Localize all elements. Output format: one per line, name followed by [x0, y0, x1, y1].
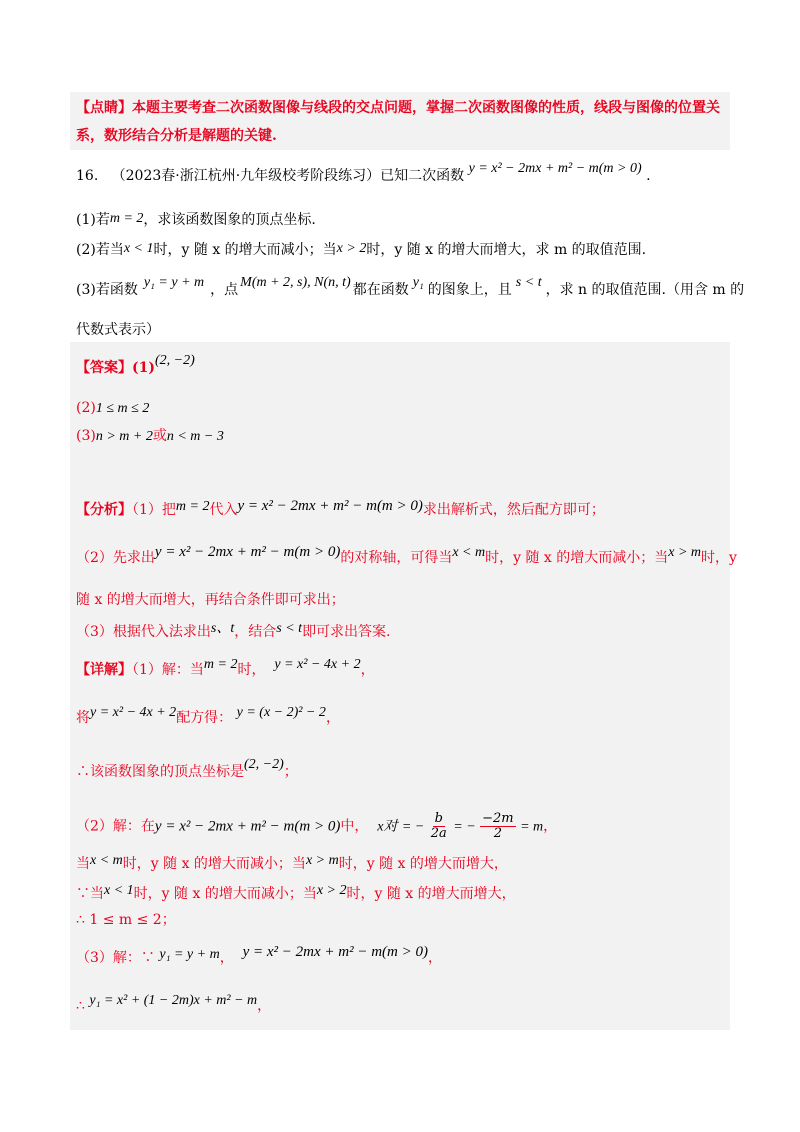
- top-note-line2: 系，数形结合分析是解题的关键.: [76, 128, 277, 144]
- detail-line9: ∴ y₁ = x² + (1 − 2m)x + m² − m，: [76, 993, 272, 1014]
- problem-function: y = x² − 2mx + m² − m(m > 0): [468, 161, 642, 176]
- detail-line3: ∴该函数图象的顶点坐标是(2, −2)；: [76, 757, 298, 780]
- problem-header: 16. （2023春·浙江杭州·九年级校考阶段练习）已知二次函数 y = x² − 2mx + m² − m(m > 0) .: [76, 161, 651, 184]
- fraction-b-over-2a: $\frac{b}{2a}$: [430, 811, 447, 841]
- detail-tag: 【详解】: [76, 662, 132, 678]
- analysis-line3: 随 x 的增大而增大，再结合条件即可求出；: [76, 592, 345, 608]
- analysis-line2: （2）先求出y = x² − 2mx + m² − m(m > 0)的对称轴，可得当x < m时，y 随 x 的增大而减小；当x > m时，y: [76, 544, 737, 566]
- analysis-line4: （3）根据代入法求出s、t，结合s < t即可求出答案.: [76, 621, 391, 640]
- analysis-tag: 【分析】: [76, 502, 132, 518]
- detail-line7: ∴ 1 ≤ m ≤ 2；: [76, 912, 176, 928]
- detail-line8: （3）解：∵ y₁ = y + m， y = x² − 2mx + m² − m(m > 0)，: [76, 944, 442, 966]
- detail-line2: 将y = x² − 4x + 2配方得： y = (x − 2)² − 2，: [76, 705, 340, 726]
- answer-tag: 【答案】: [76, 360, 132, 376]
- detail-line1: 【详解】（1）解：当m = 2时， y = x² − 4x + 2，: [76, 657, 375, 678]
- problem-part3: (3)若函数 y₁ = y + m ，点 M(m + 2, s), N(n, t) 都在函数 y₁ 的图象上，且 s < t ，求 n 的取值范围.（用含 m 的: [76, 275, 745, 298]
- detail-line5: 当x < m时，y 随 x 的增大而减小；当x > m时，y 随 x 的增大而增大，: [76, 853, 508, 872]
- detail-line6: ∵当x < 1时，y 随 x 的增大而减小；当x > 2时，y 随 x 的增大而增大，: [76, 883, 516, 902]
- problem-part2: (2)若当x < 1时，y 随 x 的增大而减小；当x > 2时，y 随 x 的增大而增大，求 m 的取值范围.: [76, 241, 647, 258]
- answer-line3: (3)n > m + 2或n < m − 3: [76, 428, 224, 444]
- problem-part1: (1)若m = 2，求该函数图象的顶点坐标.: [76, 211, 316, 228]
- fraction-neg2m-over-2: $\frac{-2m}{2}$: [482, 811, 514, 841]
- problem-part3-line2: 代数式表示）: [76, 322, 160, 338]
- answer-line2: (2)1 ≤ m ≤ 2: [76, 400, 150, 416]
- analysis-line1: 【分析】（1）把m = 2代入y = x² − 2mx + m² − m(m > 0)求出解析式，然后配方即可；: [76, 498, 605, 518]
- detail-line4: （2）解：在y = x² − 2mx + m² − m(m > 0)中， x对 = − $\frac{b}{2a}$ = − $\frac{-2m}{2}$ = m，: [76, 811, 558, 841]
- top-note-line1: 【点睛】本题主要考查二次函数图像与线段的交点问题，掌握二次函数图像的性质，线段与图像的位置关: [76, 100, 720, 116]
- top-note-tag: 【点睛】: [76, 100, 132, 116]
- answer-line1: 【答案】(1)(2, −2): [76, 353, 195, 376]
